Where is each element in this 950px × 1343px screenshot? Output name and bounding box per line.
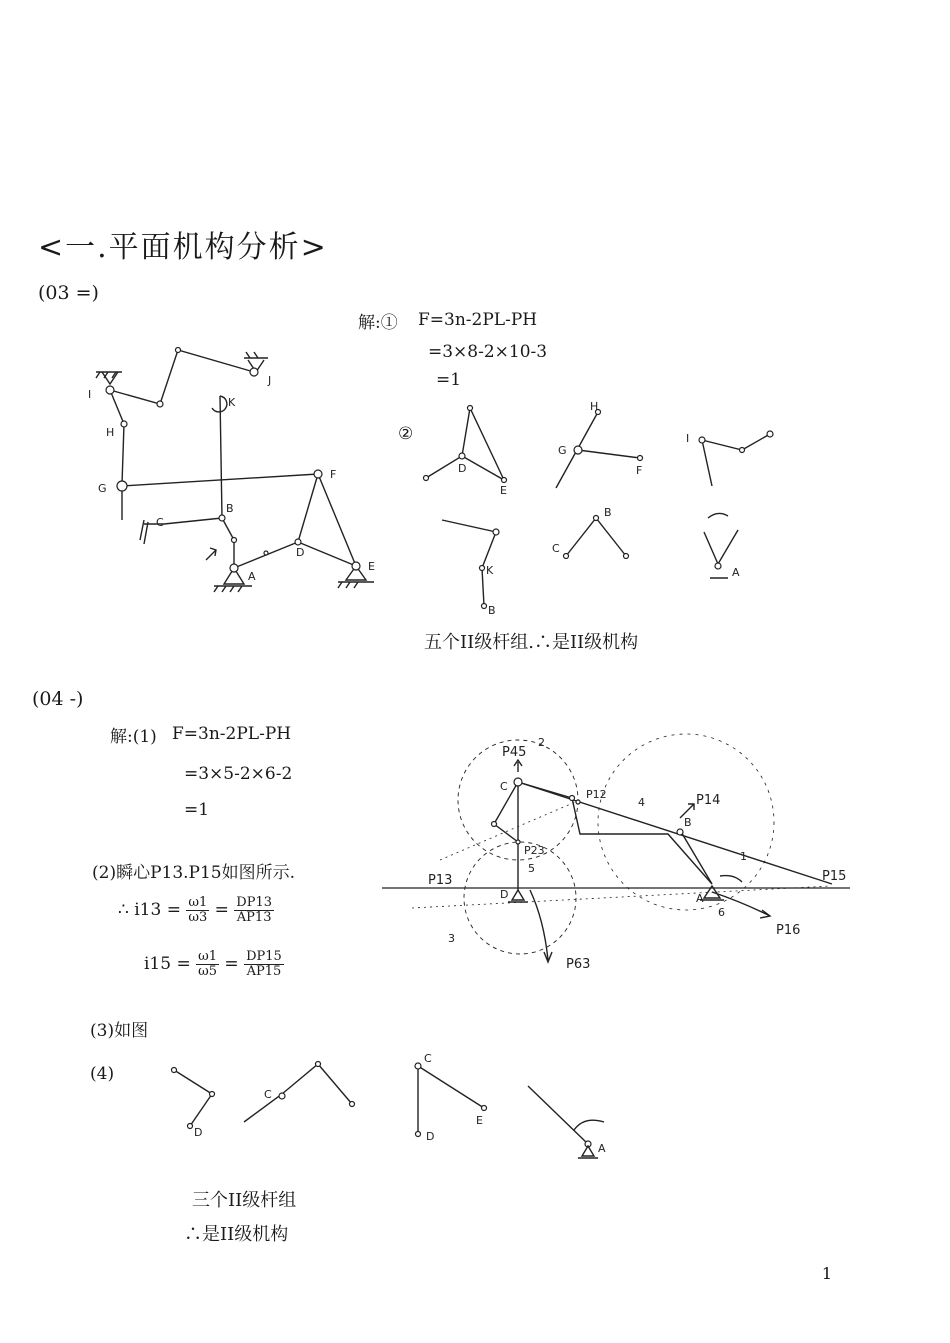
svg-text:2: 2	[538, 736, 545, 749]
i13-geo-den: AP13	[236, 910, 272, 925]
p04-dof-result: =1	[184, 800, 210, 820]
svg-text:P63: P63	[566, 957, 591, 972]
i13-lhs: ∴ i13 =	[118, 900, 181, 920]
p03-step2-marker: ②	[398, 424, 414, 444]
svg-text:P16: P16	[776, 923, 801, 938]
svg-text:D: D	[426, 1130, 435, 1143]
svg-text:B: B	[684, 816, 692, 829]
svg-text:C: C	[424, 1052, 432, 1065]
p04-dof-formula: F=3n-2PL-PH	[172, 724, 292, 744]
page-number: 1	[821, 1264, 832, 1283]
svg-text:B: B	[604, 506, 612, 519]
svg-text:E: E	[368, 560, 375, 573]
svg-text:I: I	[88, 388, 92, 401]
svg-text:6: 6	[718, 906, 725, 919]
p03-dof-result: =1	[436, 370, 462, 390]
svg-text:3: 3	[448, 932, 455, 945]
svg-text:A: A	[732, 566, 740, 579]
svg-text:P12: P12	[586, 788, 607, 801]
p03-dof-formula: F=3n-2PL-PH	[418, 310, 538, 330]
svg-text:K: K	[228, 396, 236, 409]
p04-dof-values: =3×5-2×6-2	[184, 764, 293, 784]
svg-text:F: F	[330, 468, 337, 481]
svg-text:G: G	[98, 482, 107, 495]
svg-text:J: J	[268, 374, 272, 387]
i15-ratio-den: ω5	[198, 964, 217, 979]
page-title: <一.平面机构分析>	[38, 230, 328, 265]
p04-solution-prefix: 解:(1)	[110, 727, 157, 747]
i15-equals: =	[224, 954, 239, 974]
svg-text:P15: P15	[822, 869, 847, 884]
p04-step4: (4)	[90, 1064, 115, 1084]
svg-text:K: K	[486, 564, 494, 577]
p04-group-d	[172, 1068, 215, 1140]
svg-text:C: C	[552, 542, 560, 555]
p04-step3: (3)如图	[90, 1021, 149, 1041]
i15-ratio-num: ω1	[198, 949, 217, 964]
problem-04-label: (04 -)	[32, 688, 84, 710]
svg-text:B: B	[488, 604, 496, 617]
i15-lhs: i15 =	[144, 954, 191, 974]
svg-text:A: A	[696, 892, 704, 905]
p04-step2: (2)瞬心P13.P15如图所示.	[92, 863, 296, 883]
svg-text:H: H	[106, 426, 115, 439]
svg-text:5: 5	[528, 862, 535, 875]
svg-text:P23: P23	[524, 844, 545, 857]
svg-text:F: F	[636, 464, 643, 477]
svg-text:4: 4	[638, 796, 645, 809]
i13-geo-num: DP13	[236, 895, 272, 910]
svg-text:P45: P45	[502, 745, 527, 760]
svg-text:C: C	[500, 780, 508, 793]
p04-group-a	[528, 1086, 606, 1158]
svg-text:D: D	[194, 1126, 203, 1139]
svg-text:D: D	[296, 546, 305, 559]
i15-geo-num: DP15	[246, 949, 282, 964]
svg-text:D: D	[500, 888, 509, 901]
svg-text:D: D	[458, 462, 467, 475]
svg-text:C: C	[156, 516, 164, 529]
i13-equals: =	[214, 900, 229, 920]
svg-text:I: I	[686, 432, 690, 445]
p03-solution-prefix: 解:①	[358, 313, 398, 333]
p04-conclusion-line2: ∴是II级机构	[184, 1224, 289, 1245]
svg-text:P14: P14	[696, 793, 721, 808]
svg-text:A: A	[598, 1142, 606, 1155]
svg-text:A: A	[248, 570, 256, 583]
i13-ratio-den: ω3	[188, 910, 208, 925]
p03-dof-values: =3×8-2×10-3	[428, 342, 548, 362]
i15-geo-den: AP15	[246, 964, 282, 979]
svg-text:E: E	[500, 484, 507, 497]
svg-text:1: 1	[740, 850, 747, 863]
p04-conclusion-line1: 三个II级杆组	[192, 1190, 297, 1211]
p04-group-c	[244, 1062, 355, 1123]
p03-conclusion: 五个II级杆组.∴是II级机构	[424, 632, 639, 653]
svg-text:B: B	[226, 502, 234, 515]
svg-text:G: G	[558, 444, 567, 457]
svg-text:C: C	[264, 1088, 272, 1101]
svg-text:H: H	[590, 400, 599, 413]
i13-ratio-num: ω1	[188, 895, 208, 910]
svg-text:P13: P13	[428, 873, 453, 888]
p04-group-cde	[415, 1052, 487, 1143]
svg-text:E: E	[476, 1114, 483, 1127]
problem-03-label: (03 =)	[38, 282, 99, 304]
